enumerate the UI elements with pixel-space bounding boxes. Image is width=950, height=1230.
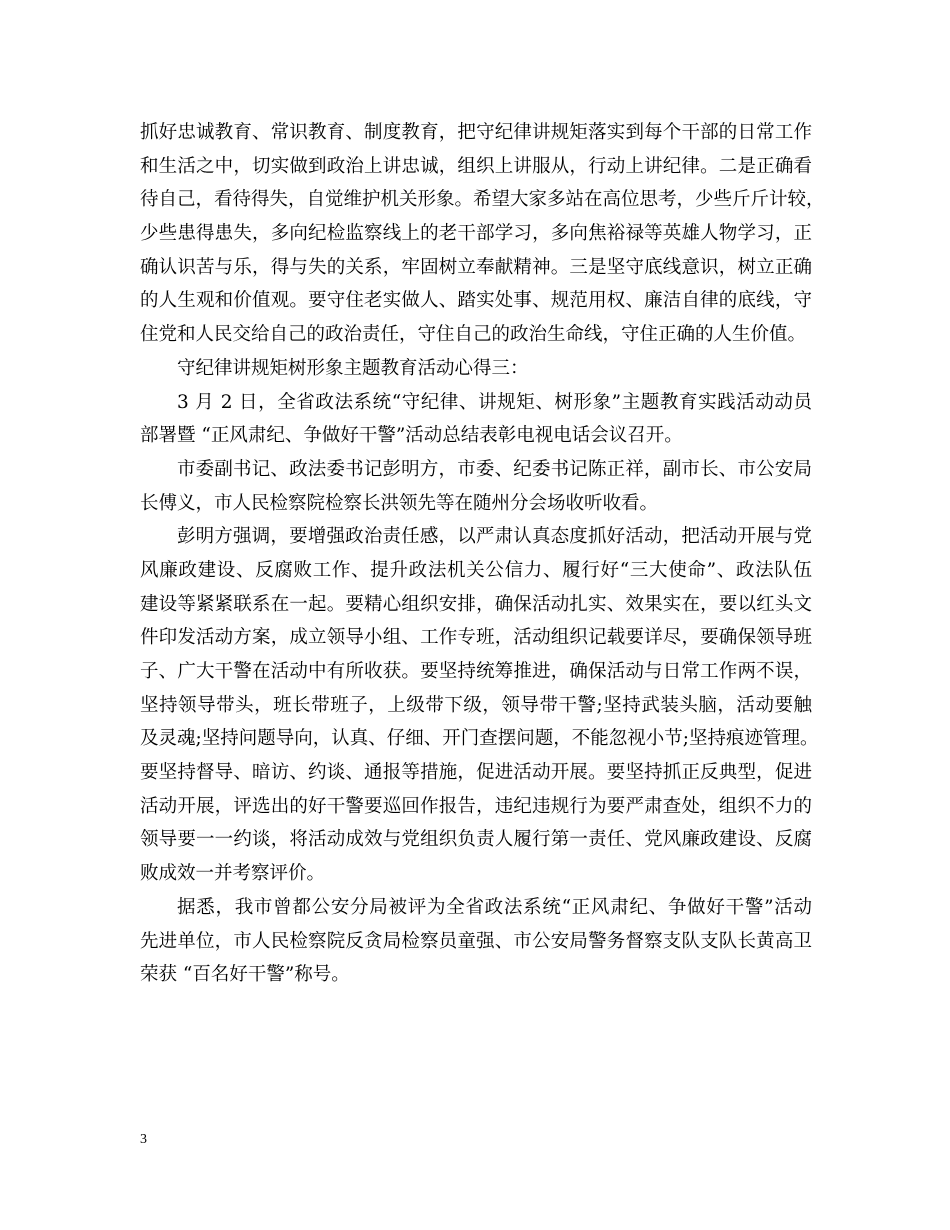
text-line: 守纪律讲规矩树形象主题教育活动心得三： <box>177 357 529 379</box>
text-line: 件印发活动方案，成立领导小组、工作专班，活动组织记载要详尽，要确保领导班 <box>140 627 812 649</box>
text-line: 先进单位，市人民检察院反贪局检察员童强、市公安局警务督察支队支队长黄高卫 <box>140 930 812 952</box>
text-line: 风廉政建设、反腐败工作、提升政法机关公信力、履行好“三大使命”、政法队伍 <box>140 559 812 581</box>
text-line: 部署暨 “正风肃纪、争做好干警”活动总结表彰电视电话会议召开。 <box>140 425 683 447</box>
text-line: 彭明方强调，要增强政治责任感，以严肃认真态度抓好活动，把活动开展与党 <box>177 526 812 548</box>
text-line: 确认识苦与乐，得与失的关系，牢固树立奉献精神。三是坚守底线意识，树立正确 <box>140 256 812 278</box>
text-line: 的人生观和价值观。要守住老实做人、踏实处事、规范用权、廉洁自律的底线，守 <box>140 290 812 312</box>
text-line: 活动开展，评选出的好干警要巡回作报告，违纪违规行为要严肃查处，组织不力的 <box>140 795 812 817</box>
document-body <box>140 116 825 992</box>
text-line: 荣获 “百名好干警”称号。 <box>140 964 350 986</box>
text-line: 据悉，我市曾都公安分局被评为全省政法系统“正风肃纪、争做好干警”活动 <box>177 896 812 918</box>
text-line: 败成效一并考察评价。 <box>140 863 326 885</box>
text-line: 3 月 2 日，全省政法系统“守纪律、讲规矩、树形象”主题教育实践活动动员 <box>177 391 812 413</box>
text-line: 市委副书记、政法委书记彭明方，市委、纪委书记陈正祥，副市长、市公安局 <box>177 458 812 480</box>
page-number: 3 <box>140 1132 147 1147</box>
text-line: 领导要一一约谈，将活动成效与党组织负责人履行第一责任、党风廉政建设、反腐 <box>140 829 812 851</box>
text-line: 住党和人民交给自己的政治责任，守住自己的政治生命线，守住正确的人生价值。 <box>140 324 807 346</box>
text-line: 长傅义，市人民检察院检察长洪领先等在随州分会场收听收看。 <box>140 492 659 514</box>
text-line: 要坚持督导、暗访、约谈、通报等措施，促进活动开展。要坚持抓正反典型，促进 <box>140 762 812 784</box>
text-line: 和生活之中，切实做到政治上讲忠诚，组织上讲服从，行动上讲纪律。二是正确看 <box>140 155 812 177</box>
text-line: 建设等紧紧联系在一起。要精心组织安排，确保活动扎实、效果实在，要以红头文 <box>140 593 812 615</box>
text-line: 子、广大干警在活动中有所收获。要坚持统筹推进，确保活动与日常工作两不误， <box>140 661 812 682</box>
text-line: 坚持领导带头，班长带班子，上级带下级，领导带干警;坚持武装头脑，活动要触 <box>140 694 812 716</box>
text-line: 待自己，看待得失，自觉维护机关形象。希望大家多站在高位思考，少些斤斤计较， <box>140 189 825 211</box>
text-line: 及灵魂;坚持问题导向，认真、仔细、开门查摆问题，不能忽视小节;坚持痕迹管理。 <box>140 728 819 750</box>
text-line: 少些患得患失，多向纪检监察线上的老干部学习，多向焦裕禄等英雄人物学习，正 <box>140 223 812 245</box>
text-line: 抓好忠诚教育、常识教育、制度教育，把守纪律讲规矩落实到每个干部的日常工作 <box>140 122 812 143</box>
